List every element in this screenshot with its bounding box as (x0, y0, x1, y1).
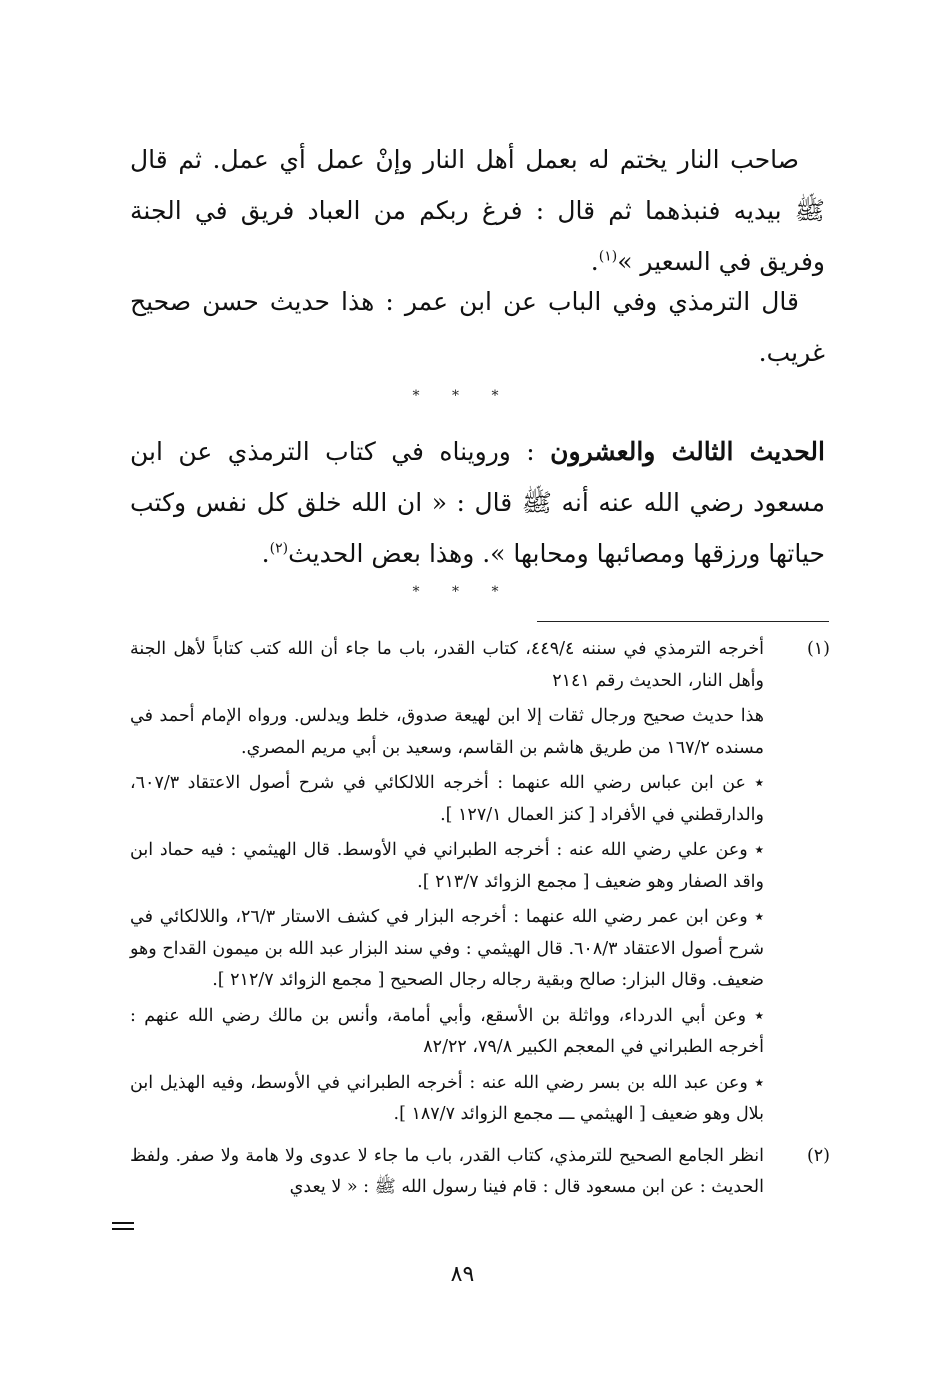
footnote-number: (١) (806, 639, 830, 659)
footnote-ref-2: (٢) (269, 540, 289, 557)
tirmidhi-comment: قال الترمذي وفي الباب عن ابن عمر : هذا حديث حسن صحيح غريب. (130, 287, 825, 367)
footnote-paragraph: ٭ وعن أبي الدرداء، وواثلة بن الأسقع، وأبي أمامة، وأنس بن مالك رضي الله عنهم : أخرجه الطبراني في المعجم الكبير ٧٩/٨، ٨٢/٢٢ (130, 1005, 764, 1057)
section-separator: * * * (412, 584, 513, 600)
footnote-1 (130, 634, 830, 1135)
footnote-paragraph: هذا حديث صحيح ورجال ثقات إلا ابن لهيعة صدوق، خلط ويدلس. ورواه الإمام أحمد في مسنده ١٦٧/٢ من طريق هاشم بن القاسم، وسعيد بن أبي مريم المصري. (130, 706, 764, 758)
footnote-ref-1: (١) (598, 248, 618, 265)
hadith-heading: الحديث الثالث والعشرون (550, 437, 825, 466)
footnote-body (130, 634, 764, 1135)
paragraph-end: . (590, 247, 599, 276)
continuation-mark (112, 1222, 134, 1224)
section-separator: * * * (412, 388, 513, 404)
footnote-paragraph: ٭ وعن علي رضي الله عنه : أخرجه الطبراني في الأوسط. قال الهيثمي : فيه حماد ابن واقد الصفار وهو ضعيف [ مجمع الزوائد ٢١٣/٧ ]. (130, 840, 764, 892)
main-paragraph-1 (130, 134, 825, 287)
paragraph-text: : ورويناه في كتاب الترمذي عن ابن مسعود رضي الله عنه أنه ﷺ قال : « ان الله خلق كل نفس وكتب حياتها ورزقها ومصائبها ومحابها ». وهذا بعض الحديث (130, 437, 825, 568)
paragraph-end: . (261, 539, 270, 568)
footnote-paragraph: ٭ عن ابن عباس رضي الله عنهما : أخرجه اللالكائي في شرح أصول الاعتقاد ٦٠٧/٣، والدارقطني في الأفراد [ كنز العمال ١٢٧/١ ]. (130, 773, 764, 825)
footnote-2 (130, 1141, 830, 1208)
footnote-paragraph: أخرجه الترمذي في سننه ٤٤٩/٤، كتاب القدر، باب ما جاء أن الله كتب كتاباً لأهل الجنة وأهل النار، الحديث رقم ٢١٤١ (130, 639, 764, 691)
footnote-number: (٢) (806, 1145, 830, 1166)
footnote-paragraph: ٭ وعن عبد الله بن بسر رضي الله عنه : أخرجه الطبراني في الأوسط، وفيه الهذيل ابن بلال وهو ضعيف [ الهيثمي ـــ مجمع الزوائد ١٨٧/٧ ]. (130, 1072, 764, 1124)
main-paragraph-3 (130, 426, 825, 579)
footnote-paragraph: ٭ وعن ابن عمر رضي الله عنهما : أخرجه البزار في كشف الاستار ٢٦/٣، واللالكائي في شرح أصول الاعتقاد ٦٠٨/٣. قال الهيثمي : وفي سند البزار عبد الله بن ميمون القداح وهو ضعيف. وقال البزار: صالح وبقية رجاله رجال الصحيح [ مجمع الزوائد ٢١٢/٧ ]. (130, 907, 764, 990)
footnote-body (130, 1141, 764, 1208)
paragraph-text: صاحب النار يختم له بعمل أهل النار وإنْ عمل أي عمل. ثم قال ﷺ بيديه فنبذهما ثم قال : فرغ ربكم من العباد فريق في الجنة وفريق في السعير » (130, 145, 825, 276)
footnote-divider (537, 621, 829, 622)
hadith-23 (130, 426, 825, 579)
footnote-paragraph: انظر الجامع الصحيح للترمذي، كتاب القدر، باب ما جاء لا عدوى ولا هامة ولا صفر. ولفظ الحديث : عن ابن مسعود قال : قام فينا رسول الله ﷺ : « لا يعدي (130, 1145, 764, 1197)
footnotes (130, 634, 830, 1208)
main-paragraph-2 (130, 276, 825, 378)
page-number: ٨٩ (450, 1262, 475, 1287)
hadith-text-continuation (130, 134, 825, 287)
